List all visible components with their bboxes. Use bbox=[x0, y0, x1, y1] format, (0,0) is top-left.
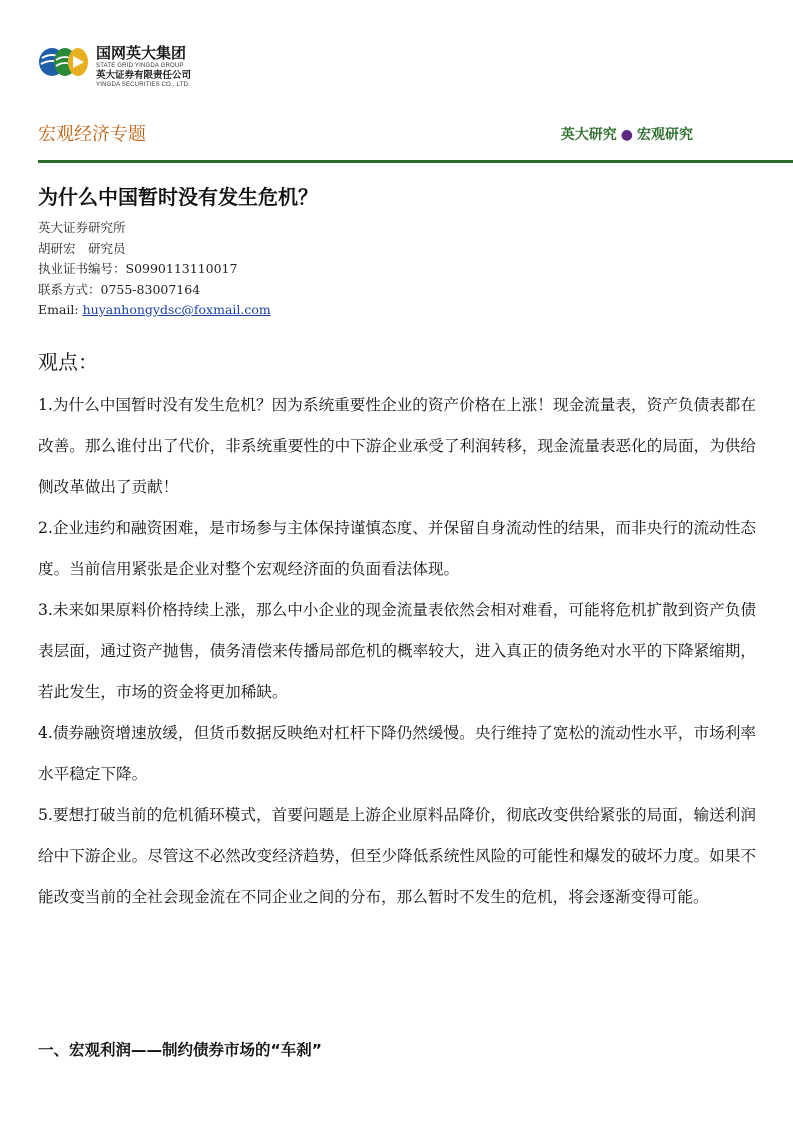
company-name-en: YINGDA SECURITIES CO., LTD. bbox=[96, 81, 190, 88]
email-label: Email: bbox=[38, 302, 83, 317]
report-title: 为什么中国暂时没有发生危机？ bbox=[38, 185, 318, 209]
research-tag-right: 宏观研究 bbox=[637, 127, 693, 143]
bullet-dot-icon: ● bbox=[620, 127, 633, 143]
state-grid-logo-icon bbox=[38, 46, 90, 78]
research-tag-left: 英大研究 bbox=[560, 127, 617, 143]
license-number: 执业证书编号：S0990113110017 bbox=[38, 261, 238, 276]
report-category: 宏观经济专题 bbox=[38, 124, 146, 145]
group-name-en: STATE GRID YINGDA GROUP bbox=[96, 63, 184, 69]
viewpoint-item: 4.债券融资增速放缓，但货币数据反映绝对杠杆下降仍然缓慢。央行维持了宽松的流动性水平，市场利率水平稳定下降。 bbox=[38, 724, 756, 783]
viewpoints-heading: 观点： bbox=[38, 350, 98, 374]
analyst: 胡研宏 研究员 bbox=[38, 240, 126, 256]
header-divider bbox=[38, 160, 793, 163]
email-link[interactable]: huyanhongydsc@foxmail.com bbox=[82, 302, 271, 317]
viewpoint-item: 2.企业违约和融资困难，是市场参与主体保持谨慎态度、并保留自身流动性的结果，而非央行的流动性态度。当前信用紧张是企业对整个宏观经济面的负面看法体现。 bbox=[38, 519, 756, 578]
section-heading: 一、宏观利润——制约债券市场的“车刹” bbox=[38, 1041, 322, 1059]
email-line bbox=[38, 300, 271, 321]
viewpoint-item: 5.要想打破当前的危机循环模式，首要问题是上游企业原料品降价，彻底改变供给紧张的局面，输送利润给中下游企业。尽管这不必然改变经济趋势，但至少降低系统性风险的可能性和爆发的破坏力度。如果不能改变当前的全社会现金流在不同企业之间的分布，那么暂时不发生的危机，将会逐渐变得可能。 bbox=[38, 806, 756, 906]
institute: 英大证券研究所 bbox=[38, 220, 126, 235]
contact-phone: 联系方式：0755-83007164 bbox=[38, 281, 201, 297]
viewpoint-item: 3.未来如果原料价格持续上涨，那么中小企业的现金流量表依然会相对难看，可能将危机扩散到资产负债表层面，通过资产抛售，债务清偿来传播局部危机的概率较大，进入真正的债务绝对水平的下降紧缩期，若此发生，市场的资金将更加稀缺。 bbox=[38, 601, 756, 701]
company-logo bbox=[38, 46, 238, 94]
viewpoint-item: 1.为什么中国暂时没有发生危机？因为系统重要性企业的资产价格在上涨！现金流量表，资产负债表都在改善。那么谁付出了代价，非系统重要性的中下游企业承受了利润转移，现金流量表恶化的局面，为供给侧改革做出了贡献！ bbox=[38, 396, 756, 496]
research-tag bbox=[561, 124, 693, 144]
author-info bbox=[38, 218, 271, 321]
group-name-cn: 国网英大集团 bbox=[96, 44, 187, 62]
viewpoints-list bbox=[38, 385, 756, 918]
company-name-cn: 英大证券有限责任公司 bbox=[96, 70, 192, 81]
